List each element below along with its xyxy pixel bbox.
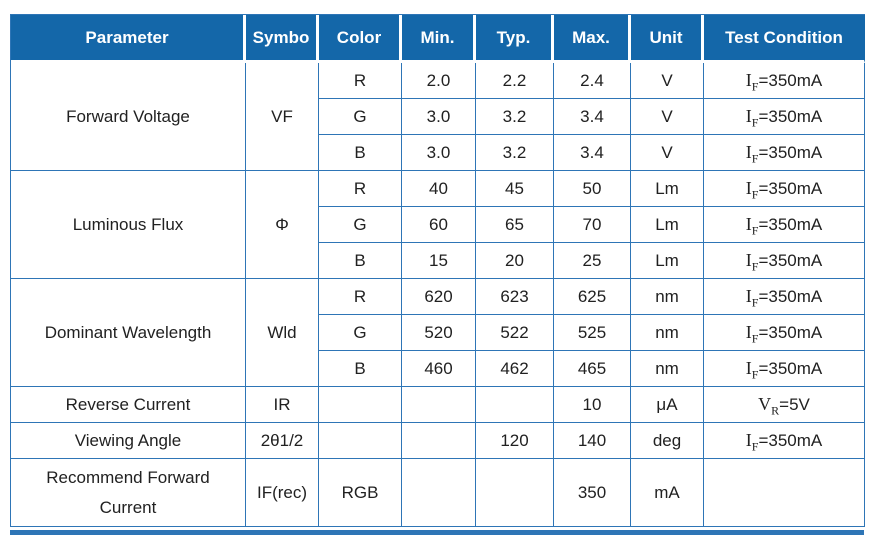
column-header-0: Parameter — [11, 15, 246, 63]
unit-cell: Lm — [631, 171, 704, 207]
max-cell: 525 — [554, 315, 631, 351]
min-cell: 60 — [402, 207, 476, 243]
typ-cell: 462 — [476, 351, 554, 387]
table-row — [11, 459, 865, 527]
test-condition-cell: $I_F=350mA$ — [704, 279, 865, 315]
max-cell: 70 — [554, 207, 631, 243]
max-cell: 3.4 — [554, 135, 631, 171]
typ-cell: 65 — [476, 207, 554, 243]
formula-symbol: $I_F$ — [745, 250, 759, 274]
column-header-2: Color — [319, 15, 402, 63]
unit-cell: Lm — [631, 207, 704, 243]
unit-cell: deg — [631, 423, 704, 459]
color-cell: R — [319, 63, 402, 99]
test-condition-cell: $I_F=350mA$ — [704, 171, 865, 207]
test-condition-cell — [704, 459, 865, 527]
max-cell: 50 — [554, 171, 631, 207]
typ-cell: 2.2 — [476, 63, 554, 99]
color-cell: G — [319, 207, 402, 243]
column-header-5: Max. — [554, 15, 631, 63]
parameter-cell: Recommend Forward Current — [11, 459, 246, 527]
min-cell: 40 — [402, 171, 476, 207]
unit-cell: nm — [631, 279, 704, 315]
column-header-7: Test Condition — [704, 15, 865, 63]
formula-symbol: $I_F$ — [745, 178, 759, 202]
led-spec-table-wrap — [10, 14, 864, 535]
min-cell: 15 — [402, 243, 476, 279]
parameter-cell: Reverse Current — [11, 387, 246, 423]
symbol-cell: Φ — [246, 171, 319, 279]
min-cell: 460 — [402, 351, 476, 387]
unit-cell: nm — [631, 315, 704, 351]
max-cell: 140 — [554, 423, 631, 459]
unit-cell: mA — [631, 459, 704, 527]
symbol-cell: IR — [246, 387, 319, 423]
typ-cell: 45 — [476, 171, 554, 207]
formula-symbol: $I_F$ — [745, 214, 759, 238]
typ-cell: 3.2 — [476, 99, 554, 135]
color-cell: B — [319, 243, 402, 279]
test-condition-cell: $I_F=350mA$ — [704, 207, 865, 243]
parameter-cell: Luminous Flux — [11, 171, 246, 279]
test-condition-cell: $V_R=5V$ — [704, 387, 865, 423]
symbol-cell: VF — [246, 63, 319, 171]
unit-cell: V — [631, 99, 704, 135]
column-header-1: Symbo — [246, 15, 319, 63]
min-cell — [402, 459, 476, 527]
parameter-cell: Dominant Wavelength — [11, 279, 246, 387]
test-condition-cell: $I_F=350mA$ — [704, 135, 865, 171]
typ-cell: 20 — [476, 243, 554, 279]
column-header-6: Unit — [631, 15, 704, 63]
color-cell: RGB — [319, 459, 402, 527]
min-cell: 3.0 — [402, 99, 476, 135]
table-header-row — [11, 15, 865, 63]
table-bottom-border — [10, 530, 864, 535]
test-condition-cell: $I_F=350mA$ — [704, 63, 865, 99]
formula-symbol: $I_F$ — [745, 358, 759, 382]
max-cell: 25 — [554, 243, 631, 279]
test-condition-cell: $I_F=350mA$ — [704, 315, 865, 351]
table-row — [11, 279, 865, 315]
typ-cell — [476, 387, 554, 423]
color-cell — [319, 387, 402, 423]
typ-cell: 3.2 — [476, 135, 554, 171]
color-cell — [319, 423, 402, 459]
symbol-cell: Wld — [246, 279, 319, 387]
typ-cell: 120 — [476, 423, 554, 459]
max-cell: 2.4 — [554, 63, 631, 99]
column-header-4: Typ. — [476, 15, 554, 63]
table-row — [11, 423, 865, 459]
color-cell: R — [319, 171, 402, 207]
formula-symbol: $I_F$ — [745, 430, 759, 454]
test-condition-cell: $I_F=350mA$ — [704, 423, 865, 459]
min-cell — [402, 387, 476, 423]
unit-cell: μA — [631, 387, 704, 423]
formula-symbol: $I_F$ — [745, 106, 759, 130]
max-cell: 350 — [554, 459, 631, 527]
column-header-3: Min. — [402, 15, 476, 63]
min-cell — [402, 423, 476, 459]
test-condition-cell: $I_F=350mA$ — [704, 243, 865, 279]
formula-symbol: $I_F$ — [745, 70, 759, 94]
formula-symbol: $I_F$ — [745, 286, 759, 310]
test-condition-cell: $I_F=350mA$ — [704, 351, 865, 387]
formula-symbol: $I_F$ — [745, 322, 759, 346]
color-cell: R — [319, 279, 402, 315]
table-row — [11, 387, 865, 423]
led-spec-table — [10, 14, 865, 527]
color-cell: B — [319, 135, 402, 171]
test-condition-cell: $I_F=350mA$ — [704, 99, 865, 135]
max-cell: 10 — [554, 387, 631, 423]
parameter-cell: Viewing Angle — [11, 423, 246, 459]
color-cell: B — [319, 351, 402, 387]
min-cell: 2.0 — [402, 63, 476, 99]
max-cell: 465 — [554, 351, 631, 387]
unit-cell: Lm — [631, 243, 704, 279]
color-cell: G — [319, 99, 402, 135]
table-row — [11, 171, 865, 207]
parameter-cell: Forward Voltage — [11, 63, 246, 171]
typ-cell — [476, 459, 554, 527]
formula-symbol: $V_R$ — [758, 394, 780, 418]
min-cell: 520 — [402, 315, 476, 351]
unit-cell: nm — [631, 351, 704, 387]
symbol-cell: IF(rec) — [246, 459, 319, 527]
color-cell: G — [319, 315, 402, 351]
max-cell: 625 — [554, 279, 631, 315]
typ-cell: 623 — [476, 279, 554, 315]
unit-cell: V — [631, 63, 704, 99]
formula-symbol: $I_F$ — [745, 142, 759, 166]
min-cell: 620 — [402, 279, 476, 315]
min-cell: 3.0 — [402, 135, 476, 171]
typ-cell: 522 — [476, 315, 554, 351]
unit-cell: V — [631, 135, 704, 171]
symbol-cell: 2θ1/2 — [246, 423, 319, 459]
max-cell: 3.4 — [554, 99, 631, 135]
table-row — [11, 63, 865, 99]
